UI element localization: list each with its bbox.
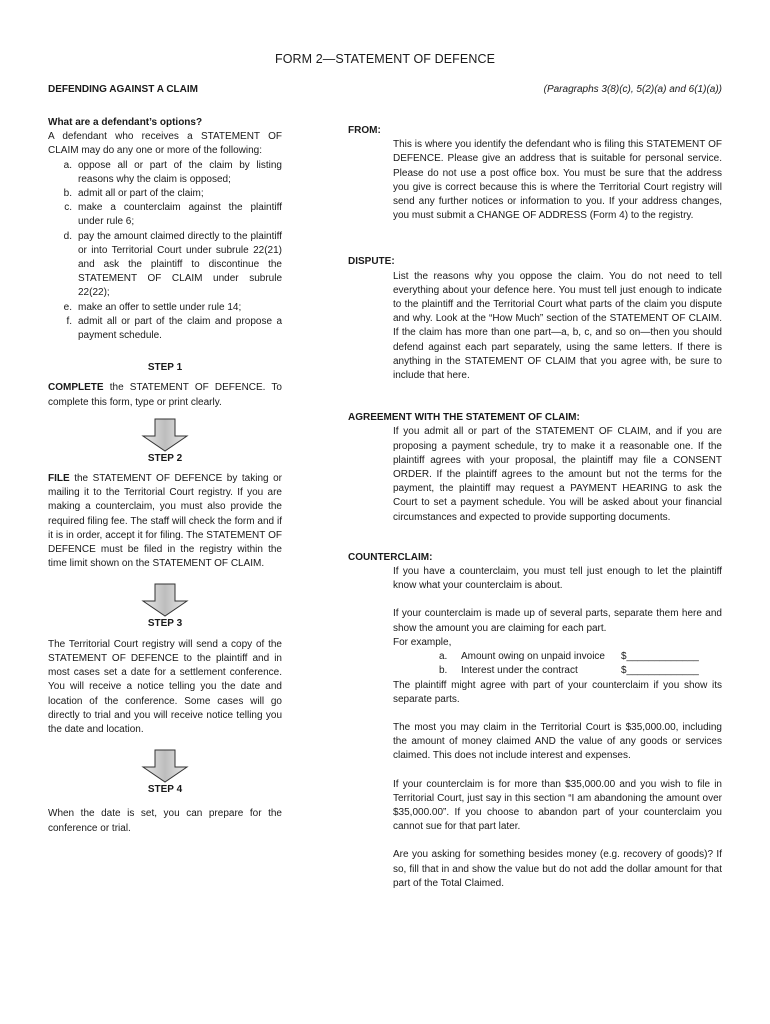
item-label: e. bbox=[63, 301, 72, 313]
example-label: For example, bbox=[393, 636, 452, 648]
counterclaim-p2: If your counterclaim is made up of several parts, separate them here and show the amount you are claiming for each part. bbox=[393, 608, 722, 634]
counterclaim-p3: The plaintiff might agree with part of your counterclaim if you show its separate parts. bbox=[393, 679, 722, 705]
item-text: make an offer to settle under rule 14; bbox=[78, 301, 242, 313]
step-2-title: STEP 2 bbox=[147, 452, 183, 464]
item-label: d. bbox=[63, 230, 72, 242]
item-text: oppose all or part of the claim by listing reasons why the claim is opposed; bbox=[78, 159, 282, 185]
options-intro: A defendant who receives a STATEMENT OF CLAIM may do any one or more of the following: bbox=[48, 131, 282, 157]
item-text: admit all or part of the claim; bbox=[78, 188, 204, 200]
counterclaim-p1: If you have a counterclaim, you must tell just enough to let the plaintiff know what your counterclaim is about. bbox=[393, 566, 722, 592]
paragraph-reference: (Paragraphs 3(8)(c), 5(2)(a) and 6(1)(a)) bbox=[543, 84, 722, 95]
page-title: FORM 2—STATEMENT OF DEFENCE bbox=[274, 52, 496, 66]
counterclaim-p4: The most you may claim in the Territorial Court is $35,000.00, including the amount of money claimed AND the value of any goods or services claimed. This does not include interest and expenses. bbox=[393, 721, 722, 762]
counterclaim-title: COUNTERCLAIM: bbox=[348, 551, 433, 563]
item-label: a. bbox=[439, 651, 448, 663]
agreement-text: If you admit all or part of the STATEMENT OF CLAIM, and if you are proposing a payment schedule, try to make it a reasonable one. If the plaintiff agrees with your proposal, the plaintiff may file a CONSENT ORDER. If the plaintiff agrees to the amount but not the terms for the payment, the plaintiff may request a PAYMENT HEARING to ask the Court to set a payment schedule. You will be asked about your financial circumstances and expected to provide supporting documents. bbox=[393, 426, 722, 523]
list-item bbox=[48, 159, 282, 187]
amount-blank: $_____________ bbox=[621, 665, 699, 677]
step-1-text bbox=[48, 381, 282, 409]
step-4-text: When the date is set, you can prepare for the conference or trial. bbox=[48, 808, 282, 834]
step-3-text: The Territorial Court registry will send a copy of the STATEMENT OF DEFENCE to the plaintiff and in most cases set a date for a settlement conference. You will receive a notice telling you the date and location of the conference. Some cases will go directly to trial and you will receive notice telling you the date and location. bbox=[48, 638, 282, 735]
item-text: make a counterclaim against the plaintiff under rule 6; bbox=[78, 202, 282, 228]
step-2-text bbox=[48, 472, 282, 571]
list-item bbox=[48, 315, 282, 343]
item-text: admit all or part of the claim and propose a payment schedule. bbox=[78, 315, 282, 342]
down-arrow-icon bbox=[48, 583, 282, 617]
step-1-body: the STATEMENT OF DEFENCE. To complete this form, type or print clearly. bbox=[48, 382, 282, 408]
list-item bbox=[439, 664, 722, 678]
list-item bbox=[48, 301, 282, 315]
section-heading: DEFENDING AGAINST A CLAIM bbox=[48, 84, 198, 95]
item-label: a. bbox=[63, 159, 72, 171]
step-4-title: STEP 4 bbox=[147, 784, 183, 796]
left-column bbox=[48, 116, 282, 836]
step-2-body: the STATEMENT OF DEFENCE by taking or mailing it to the Territorial Court registry. If you are making a counterclaim, you must also provide the required filing fee. The staff will check the form and if it is in order, accept it for filing. The STATEMENT OF DEFENCE must be filed in the registry within the time limit shown on the STATEMENT OF CLAIM. bbox=[48, 473, 282, 570]
step-1-lead: COMPLETE bbox=[48, 382, 104, 394]
counterclaim-p5: If your counterclaim is for more than $35,000.00 and you wish to file in Territorial Court, just say in this section “I am abandoning the amount over $35,000.00”. If you choose to abandon part of your counterclaim you cannot sue for that part later. bbox=[393, 778, 722, 833]
list-item bbox=[439, 650, 722, 664]
item-text: pay the amount claimed directly to the plaintiff or into Territorial Court under subrule 22(21) and ask the plaintiff to discontinue the STATEMENT OF CLAIM under subrule 22(22); bbox=[78, 230, 282, 299]
item-text: Interest under the contract bbox=[461, 665, 578, 677]
item-label: b. bbox=[439, 665, 448, 677]
from-text: This is where you identify the defendant who is filing this STATEMENT OF DEFENCE. Please give an address that is suitable for personal service. Please do not use a post office box. You must be sure that the address you give is correct because this is where the Territorial Court registry will send any further notices or information to you. If your address changes, you must submit a CHANGE OF ADDRESS (Form 4) to the registry. bbox=[393, 139, 722, 222]
step-2-lead: FILE bbox=[48, 473, 70, 485]
step-1-title: STEP 1 bbox=[147, 362, 183, 374]
counterclaim-p6: Are you asking for something besides money (e.g. recovery of goods)? If so, fill that in and show the value but do not add the dollar amount for that part of the Total Claimed. bbox=[393, 849, 722, 889]
list-item bbox=[48, 230, 282, 301]
amount-blank: $_____________ bbox=[621, 651, 699, 663]
dispute-title: DISPUTE: bbox=[348, 256, 395, 268]
from-section bbox=[393, 138, 722, 223]
step-3-title: STEP 3 bbox=[147, 618, 183, 630]
item-label: c. bbox=[64, 202, 72, 214]
down-arrow-icon bbox=[48, 749, 282, 783]
options-list bbox=[48, 159, 282, 344]
item-label: f. bbox=[66, 315, 72, 327]
item-text: Amount owing on unpaid invoice bbox=[461, 651, 605, 663]
down-arrow-icon bbox=[48, 418, 282, 452]
agreement-section bbox=[393, 425, 722, 524]
options-title: What are a defendant’s options? bbox=[48, 117, 203, 128]
counterclaim-section bbox=[393, 565, 722, 891]
list-item bbox=[48, 201, 282, 229]
agreement-title: AGREEMENT WITH THE STATEMENT OF CLAIM: bbox=[348, 412, 580, 424]
dispute-text: List the reasons why you oppose the claim. You do not need to tell everything about your defence here. You must tell just enough to indicate to the plaintiff and the Territorial Court what parts of the claim you dispute and why. Look at the “How Much” section of the STATEMENT OF CLAIM. If the claim has more than one part—a, b, c, and so on—then you should defend against each part separately, using the same letters. If there is anything in the STATEMENT OF CLAIM that you agree with, be sure to include that here. bbox=[393, 270, 722, 382]
dispute-section bbox=[393, 270, 722, 384]
right-column bbox=[348, 124, 722, 891]
item-label: b. bbox=[63, 188, 72, 200]
from-title: FROM: bbox=[348, 125, 381, 136]
list-item bbox=[48, 187, 282, 201]
